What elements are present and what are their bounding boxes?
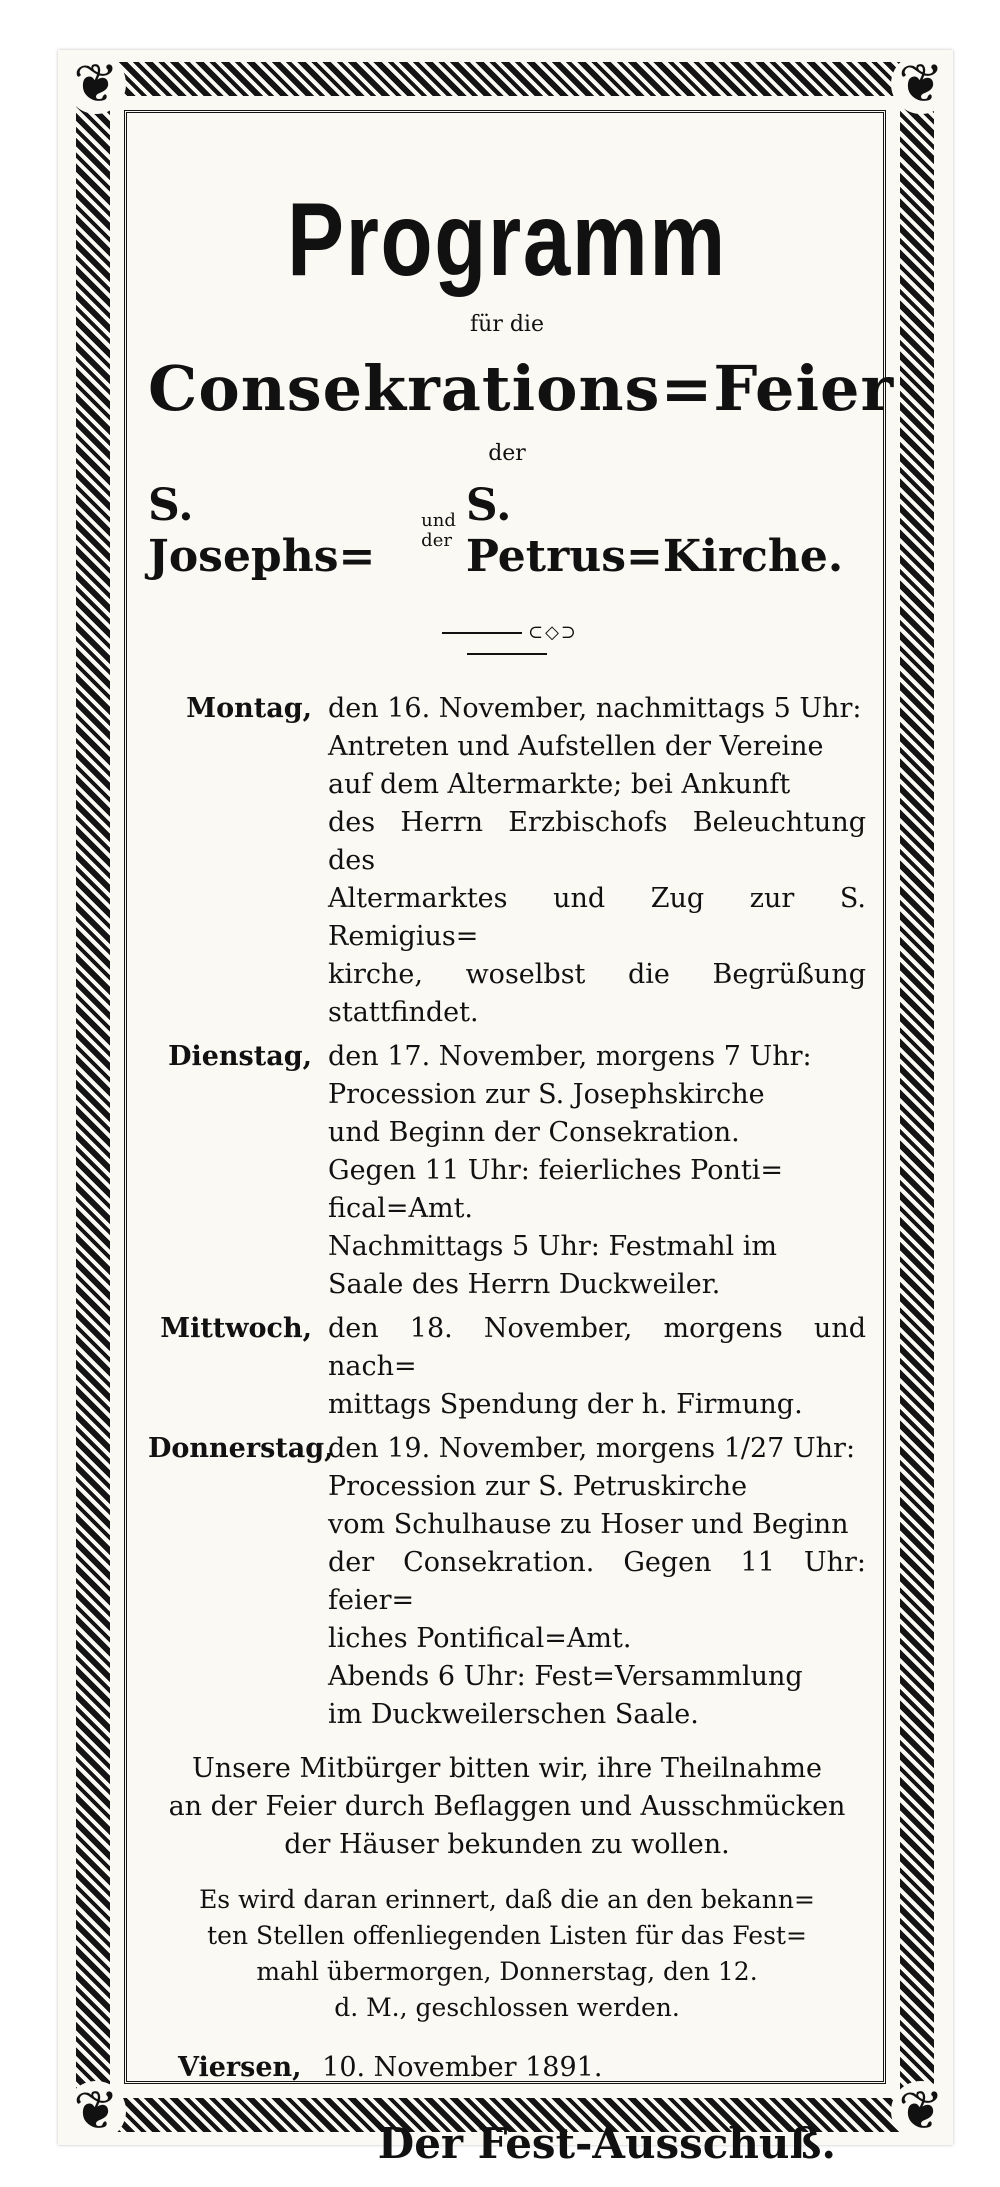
schedule-entry <box>148 1310 866 1424</box>
signature-committee: Der Fest-Ausschuß. <box>377 2119 836 2168</box>
subtitle-der: der <box>488 441 526 466</box>
subtitle-fuer-die: für die <box>470 312 544 337</box>
schedule-day: Montag, <box>186 693 312 724</box>
poster-title: Programm <box>287 182 727 298</box>
schedule-entry <box>148 1038 866 1304</box>
poster-sheet <box>58 50 953 2168</box>
schedule-text: den 16. November, nachmittags 5 Uhr: Antreten und Aufstellen der Vereine auf dem Altermarkte; bei Ankunft des Herrn Erzbischofs Beleuchtung des Altermarktes und Zug zur S. Remigius= kirche, woselbst die Begrüßung stattfindet. <box>328 693 866 1028</box>
church-names <box>148 480 866 582</box>
schedule-entry <box>148 690 866 1032</box>
place-and-date <box>148 2052 866 2083</box>
appeal-paragraph: Unsere Mitbürger bitten wir, ihre Theilnahme an der Feier durch Beflaggen und Ausschmücken der Häuser bekunden zu wollen. <box>168 1753 846 1860</box>
church-joseph: S. Josephs= <box>148 480 376 582</box>
place-name: Viersen, <box>178 2052 302 2083</box>
schedule-day: Donnerstag, <box>148 1433 334 1464</box>
corner-ornament-icon: ❦ <box>891 2081 951 2141</box>
schedule-entry <box>148 1430 866 1734</box>
schedule-text: den 19. November, morgens 1/27 Uhr: Procession zur S. Petruskirche vom Schulhause zu Hoser und Beginn der Consekration. Gegen 11 Uhr: feier= liches Pontifical=Amt. Abends 6 Uhr: Fest=Versammlung im Duckweilerschen Saale. <box>328 1433 866 1730</box>
connector-und-der: und der <box>421 510 456 551</box>
reminder-paragraph: Es wird daran erinnert, daß die an den bekann= ten Stellen offenliegenden Listen für das Fest= mahl übermorgen, Donnerstag, den 12. d. M., geschlossen werden. <box>199 1885 815 2022</box>
church-petrus: S. Petrus=Kirche. <box>465 480 844 582</box>
schedule-text: den 17. November, morgens 7 Uhr: Procession zur S. Josephskirche und Beginn der Consekration. Gegen 11 Uhr: feierliches Ponti= fical=Amt. Nachmittags 5 Uhr: Festmahl im Saale des Herrn Duckweiler. <box>328 1041 812 1300</box>
corner-ornament-icon: ❦ <box>891 54 951 114</box>
poster-content <box>148 130 895 2168</box>
decorative-divider: ⊂◇⊃ <box>392 622 622 664</box>
issue-date: 10. November 1891. <box>322 2052 603 2083</box>
schedule-day: Mittwoch, <box>160 1313 312 1344</box>
schedule-text: den 18. November, morgens und nach= mittags Spendung der h. Firmung. <box>328 1313 866 1420</box>
corner-ornament-icon: ❦ <box>66 2081 126 2141</box>
event-title: Consekrations=Feier <box>148 352 895 425</box>
schedule-day: Dienstag, <box>168 1041 312 1072</box>
corner-ornament-icon: ❦ <box>66 54 126 114</box>
